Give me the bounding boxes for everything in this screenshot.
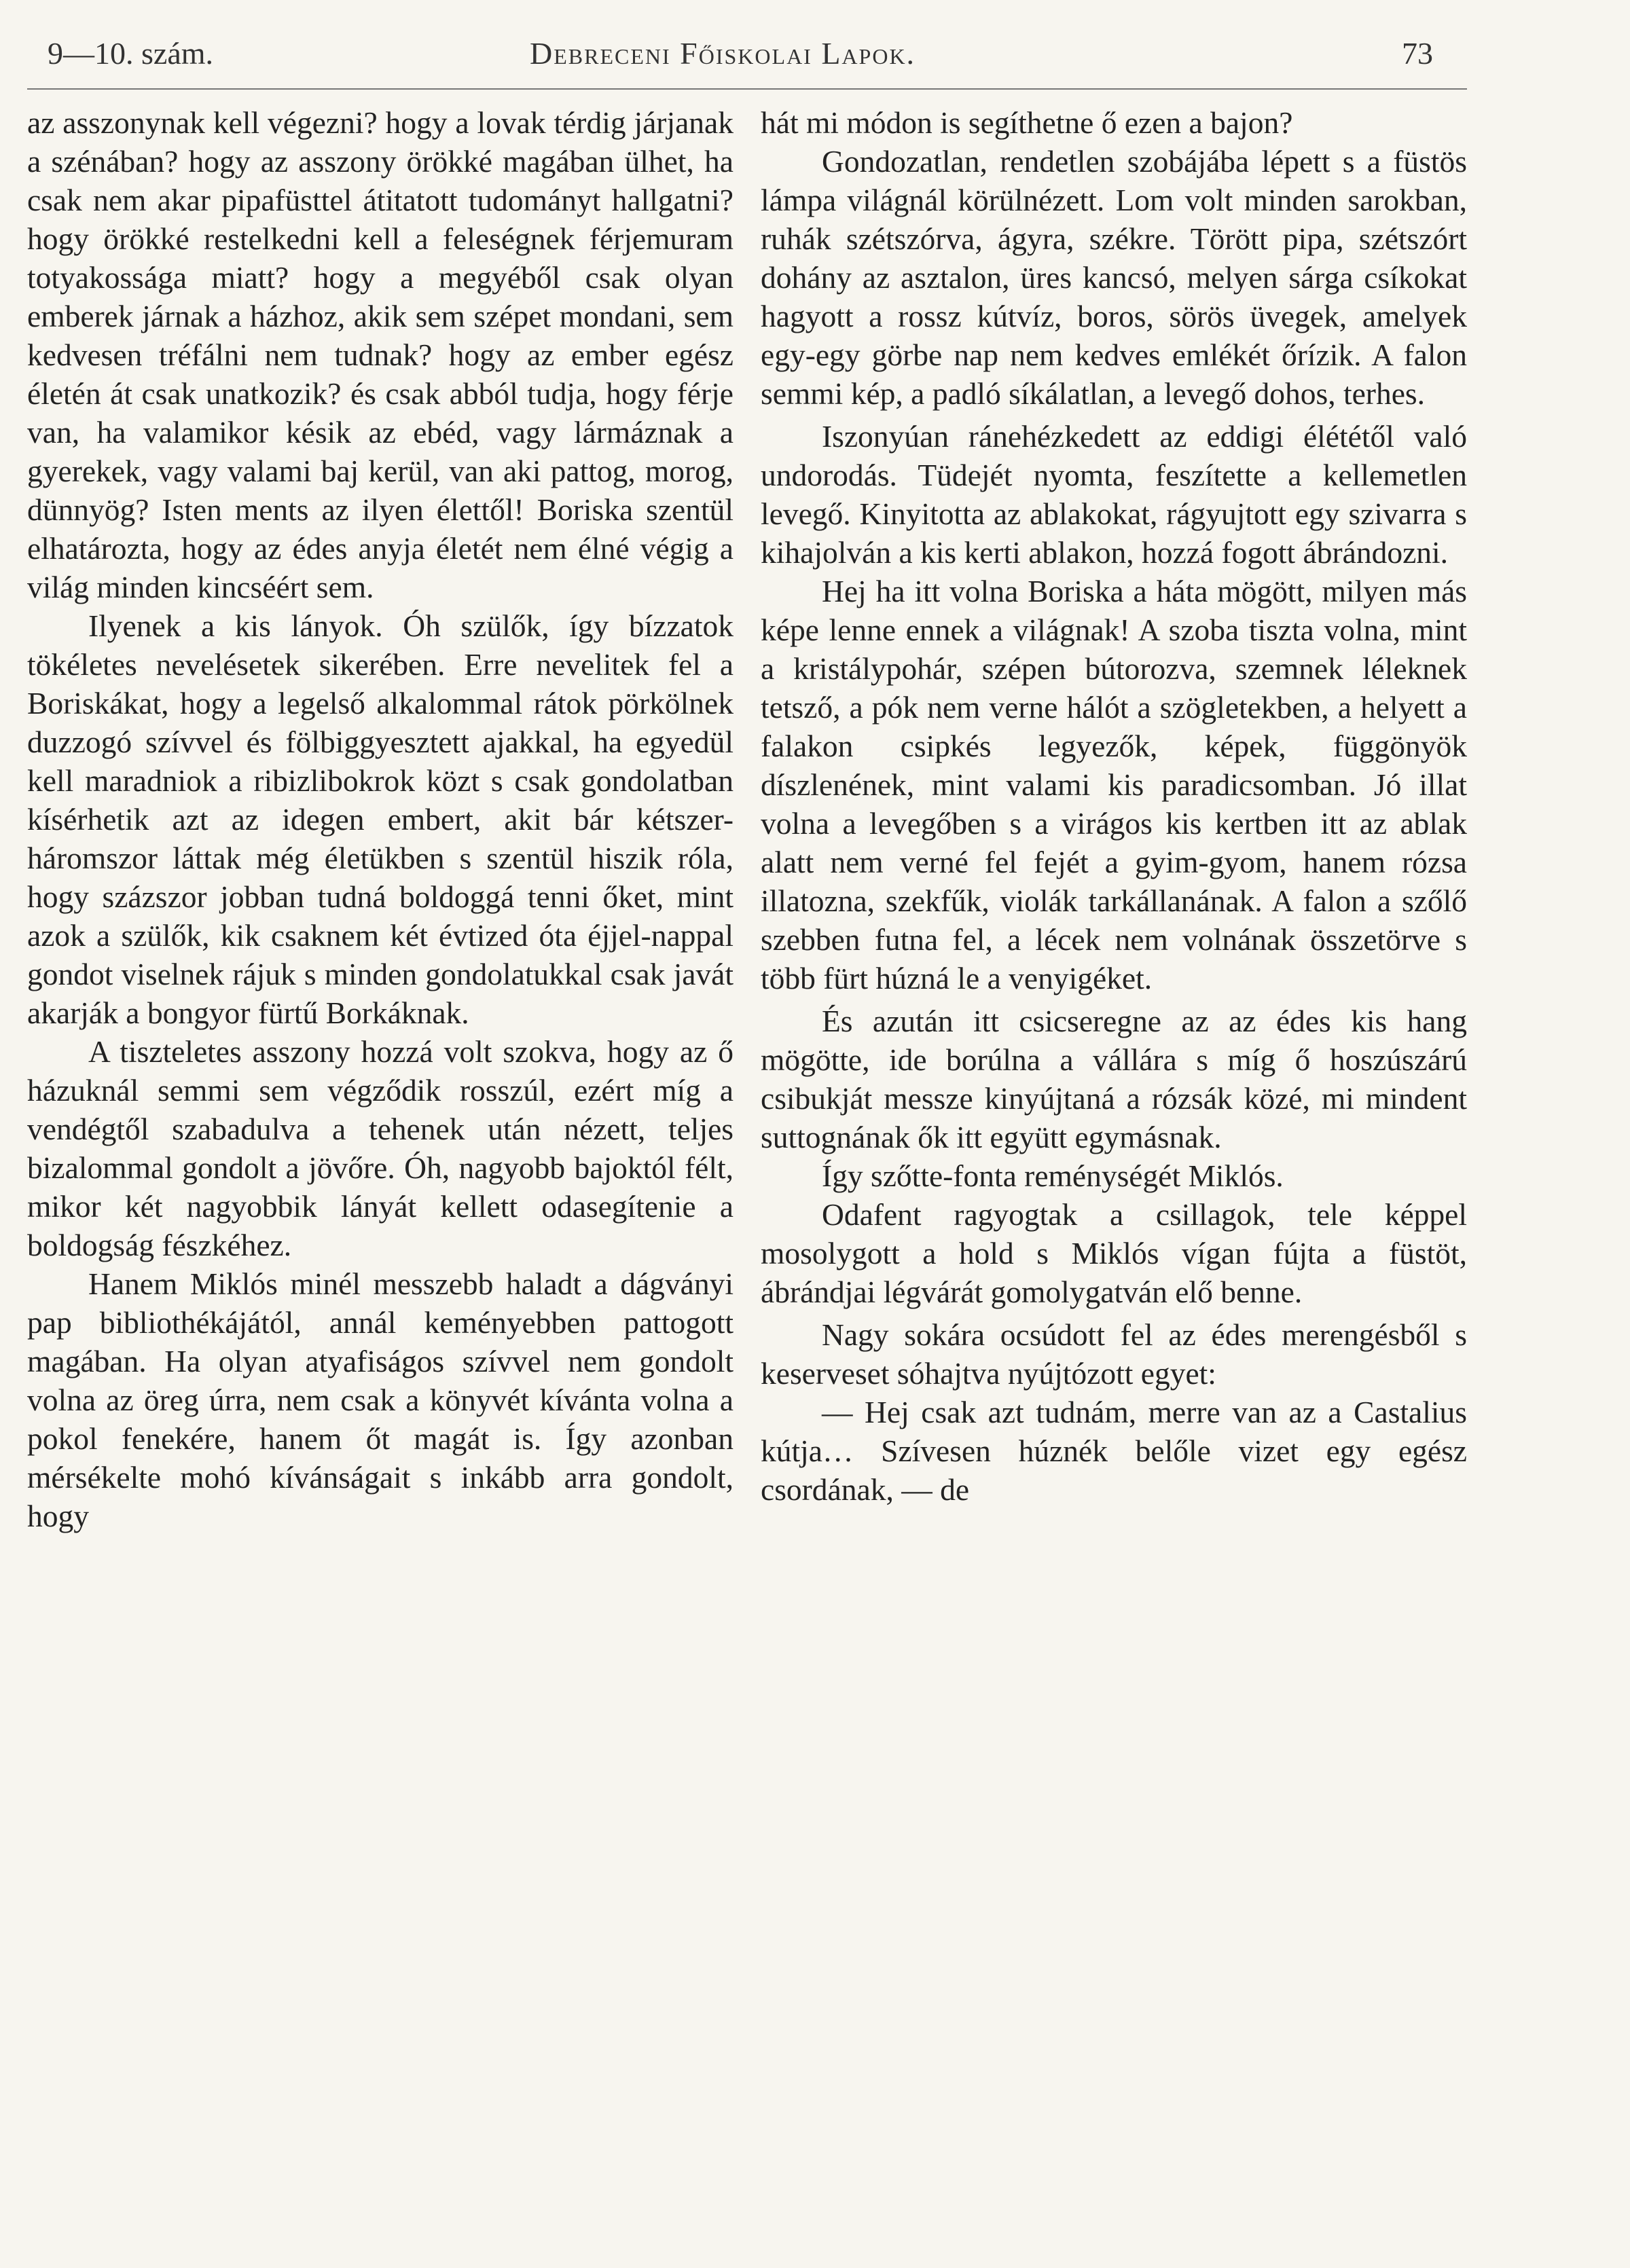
paragraph: Így szőtte-fonta reménységét Miklós. [822,1158,1284,1193]
paragraph: És azután itt csicseregne az az édes kis hang mögötte, ide borúlna a vállára s míg ő hoszúszárú csibukját messze kinyújtaná a rózsák közé, mi mindent suttognának ők itt együtt egymásnak. [761,1004,1467,1154]
issue-number: 9—10. szám. [48,36,214,71]
running-header [41,35,1447,83]
paragraph: az asszonynak kell végezni? hogy a lovak térdig járjanak a szénában? hogy az asszony örökké magában ülhet, ha csak nem akar pipafüsttel átitatott tudományt hallgatni? hogy örökké restelkedni kell a feleségnek férjemuram totyakossága miatt? hogy a megyéből csak olyan emberek járnak a házhoz, akik sem szépet mondani, sem kedvesen tréfálni nem tudnak? hogy az ember egész életén át csak unatkozik? és csak abból tudja, hogy férje van, ha valamikor késik az ebéd, vagy lármáznak a gyerekek, vagy valami baj kerül, van aki pattog, morog, dünnyög? Isten ments az ilyen élettől! Boriska szentül elhatározta, hogy az édes anyja életét nem élné végig a világ minden kincséért sem. [27,105,734,604]
right-column [761,103,1467,1509]
paragraph: hát mi módon is segíthetne ő ezen a bajon? [761,105,1293,140]
paragraph: — Hej csak azt tudnám, merre van az a Castalius kútja… Szívesen húznék belőle vizet egy egész csordának, — de [761,1395,1467,1507]
journal-title: Debreceni Főiskolai Lapok. [530,36,916,71]
paragraph: Iszonyúan ránehézkedett az eddigi élététől való undorodás. Tüdejét nyomta, feszítette a kellemetlen levegő. Kinyitotta az ablakokat, rágyujtott egy szivarra s kihajolván a kis kerti ablakon, hozzá fogott ábrándozni. [761,419,1467,570]
header-rule [27,88,1467,90]
paragraph: Gondozatlan, rendetlen szobájába lépett s a füstös lámpa világnál körülnézett. Lom volt minden sarokban, ruhák szétszórva, ágyra, székre. Törött pipa, szétszórt dohány az asztalon, üres kancsó, melyen sárga csíkokat hagyott a rossz kútvíz, boros, sörös üvegek, amelyek egy-egy görbe nap nem kedves emlékét őrízik. A falon semmi kép, a padló síkálatlan, a levegő dohos, terhes. [761,144,1467,411]
paragraph: Hej ha itt volna Boriska a háta mögött, milyen más képe lenne ennek a világnak! A szoba tiszta volna, mint a kristálypohár, szépen bútorozva, szemnek léleknek tetsző, a pók nem verne hálót a szögletekben, a helyett a falakon csipkés legyezők, képek, függönyök díszlenének, mint valami kis paradicsomban. Jó illat volna a levegőben s a virágos kis kertben itt az ablak alatt nem verné fel fejét a gyim-gyom, hanem rózsa illatozna, szekfűk, violák tarkállanának. A falon a szőlő szebben futna fel, a lécek nem volnának összetörve s több fürt húzná le a venyigéket. [761,574,1467,995]
paragraph: Hanem Miklós minél messzebb haladt a dágványi pap bibliothékájától, annál keményebben pattogott magában. Ha olyan atyafiságos szívvel nem gondolt volna az öreg úrra, nem csak a könyvét kívánta volna a pokol fenekére, hanem őt magát is. Így azonban mérsékelte mohó kívánságait s inkább arra gondolt, hogy [27,1266,734,1533]
paragraph: A tiszteletes asszony hozzá volt szokva, hogy az ő házuknál semmi sem végződik rosszúl, ezért míg a vendégtől szabadulva a tehenek után nézett, teljes bizalommal gondolt a jövőre. Óh, nagyobb bajoktól félt, mikor két nagyobbik lányát kellett odasegítenie a boldogság fészkéhez. [27,1034,734,1262]
paragraph: Ilyenek a kis lányok. Óh szülők, így bízzatok tökéletes nevelésetek sikerében. Erre nevelitek fel a Boriskákat, hogy a legelső alkalommal rátok pörkölnek duzzogó szívvel és fölbiggyesztett ajakkal, ha egyedül kell maradniok a ribizlibokrok közt s csak gondolatban kísérhetik azt az idegen embert, akit bár kétszer-háromszor láttak még életükben s szentül hiszik róla, hogy százszor jobban tudná boldoggá tenni őket, mint azok a szülők, kik csaknem két évtized óta éjjel-nappal gondot viselnek rájuk s minden gondolatukkal csak javát akarják a bongyor fürtű Borkáknak. [27,608,734,1030]
page-number: 73 [1402,36,1433,71]
paragraph: Odafent ragyogtak a csillagok, tele képpel mosolygott a hold s Miklós vígan fújta a füstöt, ábrándjai légvárát gomolygatván elő benne. [761,1197,1467,1309]
left-column [27,103,734,1535]
paragraph: Nagy sokára ocsúdott fel az édes merengésből s keserveset sóhajtva nyújtózott egyet: [761,1317,1467,1391]
